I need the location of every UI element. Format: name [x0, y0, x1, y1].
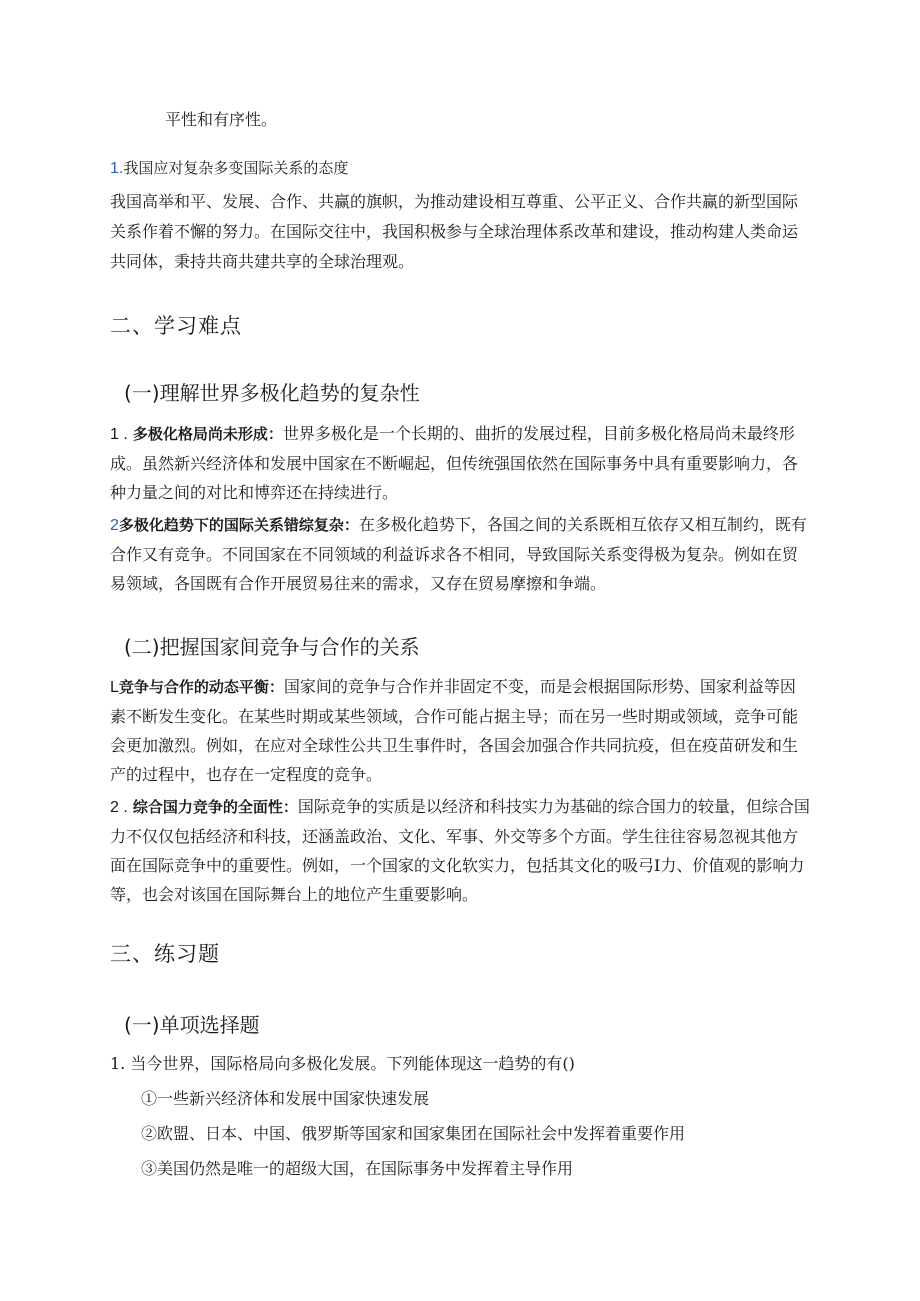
section3-heading: 三、练习题 [110, 942, 220, 966]
item-number: 2 . [110, 799, 128, 816]
section2-sub1-heading: (一)理解世界多极化趋势的复杂性 [124, 381, 420, 405]
option-item: ③美国仍然是唯一的超级大国，在国际事务中发挥着主导作用 [141, 1159, 574, 1178]
list-item [110, 510, 810, 598]
list-item [110, 672, 810, 789]
item-text: 在多极化趋势下，各国之间的关系既相互依存又相互制约，既有合作又有竞争。不同国家在不同领域的利益诉求各不相同，导致国际关系变得极为复杂。例如在贸易领域，各国既有合作开展贸易往来的需求，又存在贸易摩擦和争端。 [110, 515, 807, 593]
sec1-item-heading: 我国应对复杂多变国际关系的态度 [123, 159, 349, 177]
item-lead: 综合国力竞争的全面性： [132, 798, 298, 816]
item-text: 国际竞争的实质是以经济和科技实力为基础的综合国力的较量，但综合国力不仅仅包括经济和科技，还涵盖政治、文化、军事、外交等多个方面。学生往往容易忽视其他方面在国际竞争中的重要性。例如，一个国家的文化软实力，包括其文化的吸弓I力、价值观的影响力等，也会对该国在国际舞台上的地位产生重要影响。 [110, 797, 810, 904]
item-text: 世界多极化是一个长期的、曲折的发展过程，目前多极化格局尚未最终形成。虽然新兴经济体和发展中国家在不断崛起，但传统强国依然在国际事务中具有重要影响力，各种力量之间的对比和博弈还在持续进行。 [110, 424, 799, 502]
item-lead: 竞争与合作的动态平衡： [118, 678, 284, 696]
list-item [110, 419, 810, 507]
sec1-item-title [110, 154, 810, 183]
item-number: 1 . [110, 426, 128, 443]
item-number: 2 [110, 517, 119, 534]
sec1-item-body: 我国高举和平、发展、合作、共赢的旗帜，为推动建设相互尊重、公平正义、合作共赢的新型国际关系作着不懈的努力。在国际交往中，我国积极参与全球治理体系改革和建设，推动构建人类命运共同体，秉持共商共建共享的全球治理观。 [110, 192, 799, 271]
option-item: ①一些新兴经济体和发展中国家快速发展 [141, 1089, 430, 1108]
section2-heading: 二、学习难点 [110, 314, 242, 338]
intro-tail-text: 平性和有序性。 [165, 110, 278, 129]
list-item [110, 792, 810, 909]
item-number: L [110, 679, 119, 696]
item-text: 国家间的竞争与合作并非固定不变，而是会根据国际形势、国家利益等因素不断发生变化。在某些时期或某些领域，合作可能占据主导；而在另一些时期或领域，竞争可能会更加激烈。例如，在应对全球性公共卫生事件时，各国会加强合作共同抗疫，但在疫苗研发和生产的过程中，也存在一定程度的竞争。 [110, 677, 799, 784]
section2-sub2-heading: (二)把握国家间竞争与合作的关系 [124, 635, 420, 659]
question-text: 1. 当今世界，国际格局向多极化发展。下列能体现这一趋势的有() [110, 1054, 575, 1073]
item-lead: 多极化格局尚未形成： [132, 425, 283, 443]
item-lead: 多极化趋势下的国际关系错综复杂： [118, 516, 359, 534]
sec1-item-number: 1. [110, 160, 124, 177]
option-item: ②欧盟、日本、中国、俄罗斯等国家和国家集团在国际社会中发挥着重要作用 [141, 1124, 686, 1143]
section3-sub1-heading: (一)单项选择题 [124, 1013, 260, 1037]
